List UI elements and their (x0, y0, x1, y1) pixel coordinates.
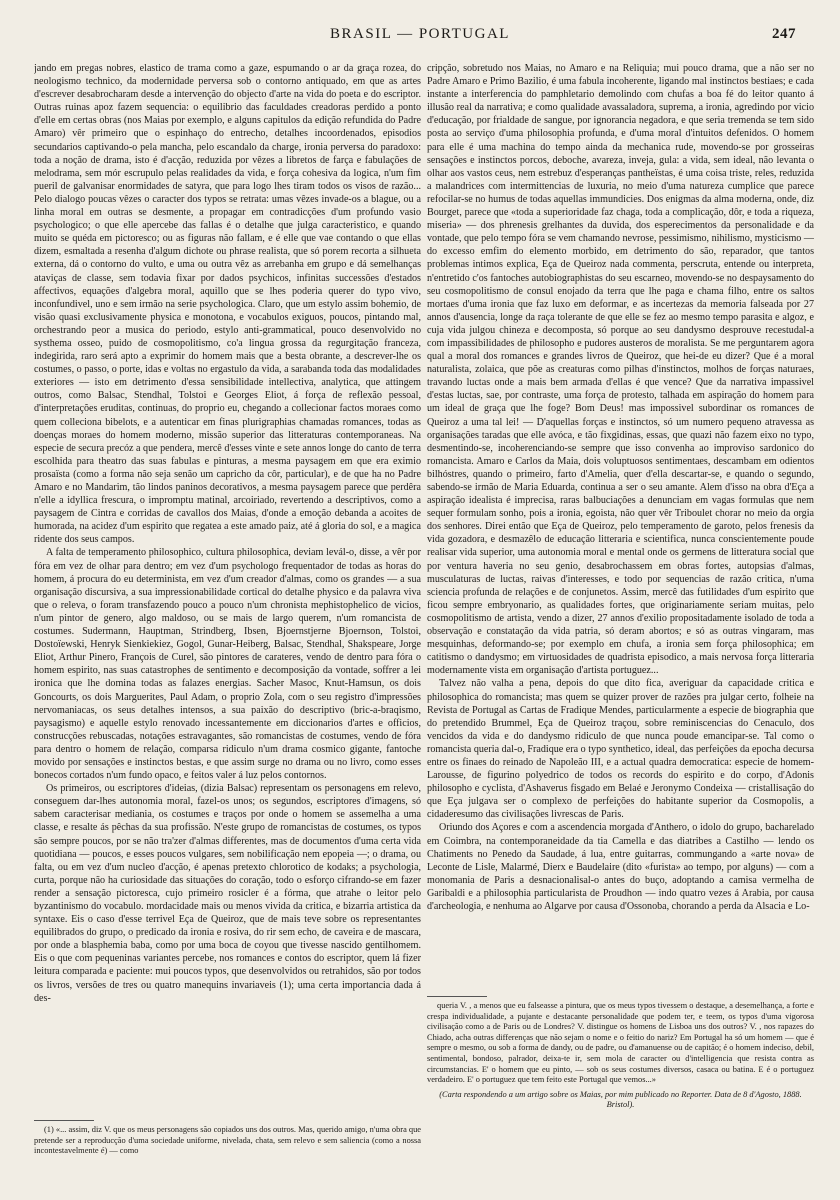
paragraph: cripção, sobretudo nos Maias, no Amaro e na Reliquia; mui pouco drama, que a não ser no Padre Amaro e Primo Bazilio, é uma fabula incoherente, ligando mal instinctos bestiaes; e cada instante a interferencia do pamphletario demolindo com chufas a boa fé do leitor quanto á illusão real da narrativa; e como qualidade avassaladora, suprema, a ironia, agredindo por vicio d'educação, por frialdade de sangue, por ignorancia negadora, e que seria tremenda se tem sido posta ao serviço d'uma philosophia profunda, e d'uma moral d'intuitos defenidos. O homem para elle é uma machina do tempo ainda da mechanica rude, movendo-se por grosseiras sensações e instinctos porcos, deboche, avareza, inveja, gula: a vida, sem ideal, não levanta o olhar aos vastos ceus, nem estrebuz d'esperanças pantheïstas, é uma coisa triste, reles, reduzida a malandrices com intermittencias de luxuria, no meio d'uma natureza cumplice que parece refocilar-se no humus de todas aquellas immundicies. Dos enigmas da alma moderna, onde, diz Bourget, parece que «toda a superioridade faz chaga, toda a complicação, dôr, e toda a riqueza, miseria» — dos phrenesis grelhantes da duvida, dos esperecimentos da personalidade e da vontade, que pelo tempo fóra se vem chamando nevrose, pessimismo, nihilismo, mysticismo — do excesso emfim do elemento morbido, em detrimento do são, reparador, que tantos problemas intimos explica, Eça de Queiroz nada commenta, perscruta, entende ou interpreta, n'entretido c'os fantoches autobiographistas do seu escarneo, movendo-se no despaysamento do seu cosmopolitismo de consul enojado da terra que lhe paga e chama filho, entre os saltos mortaes d'uma ironia que faz luxo em deformar, e as incertezas da memoria falseada por 27 annos d'ausencia, longe da raça tolerante de que elle se fez ao mesmo tempo parasita e algoz, e cuja vida julgou chineza e decomposta, só porque ao seu dandysmo desprouve recestudal-a com impassibilidades de philosopho e pudores austeros de moralista. Se me perguntarem agora qual a moral dos romances e grandes livros de Queiroz, que hei-de eu dizer? Que é a moral naturalista, zolaica, que põe as creaturas como pilhas d'instinctos, molhos de forças naturaes, travando luctas onde a mais bem armada d'ellas é que vence? Que da narrativa impassivel d'estas luctas, sae, por contraste, uma força de protesto, talhada em aspiração do homem para um ideal de graça que lhe foge? Bom Deus! mas impossivel subordinar os romances de Queiroz a uma tal lei! — D'aquellas forças e instinctos, só um numero pequeno atravessa as organisações taradas que elle avóca, e tão fixgidinas, essas, que quazi não fazem eixo no typo, desmentindo-se, incoherenciando-se sempre que isso convenha ao improviso sardonico do romancista. Amaro e Carlos da Maia, dois voluptuosos sentimentaes, descambam em odientos bilhóstres, quando o primeiro, farto d'Amelia, quer d'ella descartar-se, e quando o segundo, sabendo-se irmão de Maria Eduarda, continua a ser o seu amante. Alem d'isso na obra d'Eça a aspiração idealista é imprecisa, raras balbuciações a denunciam em vagas formulas que nem sequer formulam sonho, pois a ironia, egoista, não quer vêr Triboulet chorar no meio da orgia dos senhores. Direi então que Eça de Queiroz, pelo temperamento de garoto, pelos frenesis da vida gozadora, e desmazêlo de educação litteraria e scientifica, nunca conscientemente poude realisar vida superior, uma autonomia moral e mental onde os germens de litteratura social que por ventura haveria no seu genio, desabrochassem em obras fortes, autopsias d'almas, musculaturas de luctas, raivas d'interesses, e todo por sequencias de razão critica, n'uma sciencia profunda de relações e de conjunetos. Assim, mercê das futilidades d'um espirito que ficou sempre embryonario, as qualidades fortes, que originariamente seriam muitas, pelo cosmopolitismo de artista, vendo a dizer, 27 annos d'exilio propositadamente isolado de toda a observação e constatação da vida patria, só deram abortos; e só as outras vingaram, mas mesquinhas, deformando-se; por exemplo em chufa, a ironia sem força philosophica; em catitismo o dandysmo; em virtuosidades de quadrista episodico, a mais nervosa força litteraria modernamente vista em organisação d'artista portuguez... (427, 63, 814, 677)
footnote-continuation: queria V. , a menos que eu falseasse a pintura, que os meus typos tivessem o destaque, a desemelhança, a forte e crespa individualidade, a pujante e destacante personalidade que podem ter, e teem, os typos d'uma vigorosa civilisação como a de Paris ou de Londres? V. distingue os homens de Lisboa uns dos outros? V. , nos rapazes do Chiado, acha outras differenças que não sejam o nome e o feitio do nariz? Em Portugal ha só um homem — que é sempre o mesmo, ou sob a forma de dandy, ou de padre, ou d'amanuense ou de capitão; é o homem indeciso, debil, sentimental, bondoso, palrador, deixa-te ir, sem mola de caracter ou d'intelligencia que resista contra as circumstancias. E' o homem que eu pinto, — sob os seus costumes diversos, casaca ou batina. E é o portuguez verdadeiro. E' o portuguez que tem feito este Portugal que vemos...» (427, 1001, 814, 1085)
right-column-body (427, 62, 814, 990)
footnote-signature: (Carta respondendo a um artigo sobre os Maias, por mim publicado no Reporter. Data de 8 d'Agosto, 1888. Bristol). (439, 1089, 802, 1110)
page-number: 247 (772, 26, 796, 42)
paragraph: A falta de temperamento philosophico, cultura philosophica, deviam levál-o, disse, a vêr por fóra em vez de olhar para dentro; em vez d'um psychologo frequentador de todas as horas do homem, á procura do eu determinista, em vez d'um creador d'almas, como os grandes — a sua organisação discursiva, a sua impressionabilidade cortical do detalhe physico e da palavra viva que o releva, o foram transfazendo pouco a pouco n'um chronista mephistophelico de vicios, n'um pintor de genero, algo maldoso, ou se mais de largo querem, n'um romancista de costumes. Sudermann, Hauptman, Strindberg, Ibsen, Bjoernstjerne Bjoernson, Tolstoi, Dostoïewski, Henryk Sienkiekiez, Gogol, Gunar-Heiberg, Balsac, Stendhal, Shakspeare, Jorge Eliot, Arthur Pinero, François de Curel, são pintores de carateres, vendo de dentro para fóra o homem espirito, nas suas catastrophes de sentimento e decomposição da vontade, soffrer a lei ironica que lhe domina todas as falazes energias. Sacher Masoc, Knut-Hamsun, os dois Goncourts, os dois Marguerites, Paul Adam, o proprio Zola, com o seu registro d'impressões nervomaniacas, os seus detalhes intensos, a sua paixão do descriptivo (bric-a-braqismo, paysagismo) e aquelle estylo renovado incessantemente em diccionarios d'artes e officios, construcções rebuscadas, notações estravagantes, são romancistas de costumes, vendo de fóra para dentro o homem de relação, comparsa ridiculo n'um drama cosmico gigante, fantoche movido por sensações e instinctos bestas, e que assim surge no drama ou no livro, como esses bonecos cortados n'um fundo opaco, e feitos valer á luz pelos contornos. (34, 547, 421, 782)
left-column (34, 62, 421, 1168)
running-header: BRASIL — PORTUGAL (330, 26, 510, 42)
paragraph: Oriundo dos Açores e com a ascendencia morgada d'Anthero, o idolo do grupo, bacharelado em Coimbra, na contemporaneidade da tia Camella e das diatribes a Castilho — lendo os Chatiments no Penedo da Saudade, á lua, entre guitarras, commungando a «arte nova» de Leconte de Lisle, Malarmé, Dierx e Baudelaire (dito «furista» ao tempo, por alguns) — com a monomania de Paris a desnacionalisal-o antes do buço, adoptando a camisa vermelha de Garibaldi e a philosophia particularista de Proudhon — indo quatro vezes á Arabia, por causa d'archeologia, e nenhuma ao Algarve por causa d'Ossonoba, chorando a perda da Alsacia e Lo- (427, 822, 814, 912)
footnote-divider (427, 996, 487, 997)
paragraph: Os primeiros, ou escriptores d'ideias, (dizia Balsac) representam os personagens em relevo, conseguem dar-lhes autonomia moral, fazel-os unos; os segundos, escriptores d'imagens, só sabem caracterisar mediania, os costumes e traços por onde o homem se assemelha a uma classe, e resalte ás pêchas da sua profissão. N'este grupo de romancistas de costumes, os typos são sempre poucos, por se não tra'zer d'almas differentes, mas de documentos d'uma certa vida quotidiana — poucos, e esses poucos vulgares, sem nobilificação nem epopeia —; o drama, ou falta, ou em vez d'um nucleo d'acção, é apenas pretexto chlorotico de kodaks; a psychologia, curta, porque não ha curiosidade das situações do coração, todo o esforço cifrando-se em fazer render a sensação pictoresca, cujo primeiro rosicler é a fórma, que atrahe o leitor pelo byzantinismo do vocabulo. mordacidade mais ou menos vivida da critica, e bizarria artistica da syntaxe. Eis o caso d'esse terrivel Eça de Queiroz, que de mais teve sobre os representantes equilibrados do grupo, o predicado da ironia e rosiva, do rir sem echo, de caveira e de mascara, por onde a blasphemia baba, como por uma boca de coyou que tivesse nascido gentilhomem. Eis o que com pequeninas variantes percebe, nos romances e contos do escriptor, quem lá fizer leitura comparada e paciente: mui poucos typos, que desenvolvidos ou retrahidos, são por todos os livros, versões de tres ou quatro manequins invariaveis (1); uma certa importancia dada á des- (34, 783, 421, 1004)
paragraph: Talvez não valha a pena, depois do que dito fica, averiguar da capacidade critica e philosophica do romancista; mas quem se quizer prover de razões pra julgar certo, folheie na Revista de Portugal as Cartas de Fradique Mendes, particularmente a especie de biographia que do pretendido Brummel, Eça de Queiroz traçou, sobre reminiscencias do Cenaculo, dos vencidos da vida e do dandysmo ridiculo de que nunca poude emancipar-se. Tal como o romancista queria dal-o, Fradique era o typo synthetico, ideal, das perfeições da epocha decursa entre os finaes do reinado de Napoleão III, e a actual quadra democratica: especie de homem-Larousse, de figurino polyedrico de todos os records do espirito e do corpo, d'Adonis philosopho e cyclista, d'Ashaverus fisgado em Belaé e Jeronymo Condeixa — cristallisação do que Eça julgava ser o complexo de perfeições do habitante superior da Cosmopolis, a cidaderesumo das civilisações livrescas de Paris. (427, 678, 814, 821)
right-column (427, 62, 814, 1168)
left-column-body (34, 62, 421, 1114)
footnote: (1) «... assim, diz V. que os meus personagens são copiados uns dos outros. Mas, querido amigo, n'uma obra que pretende ser a reproducção d'uma sociedade uniforme, nivelada, chata, sem relevo e sem saliencia (como a nossa incontestavelmente é) — como (34, 1125, 421, 1156)
footnote-divider (34, 1120, 94, 1121)
paragraph: jando em pregas nobres, elastico de trama como a gaze, espumando o ar da graça rozea, do neologismo technico, da modernidade perversa sob o contorno antiquado, em que as artes d'escrever desabrocharam desde a intervenção do objecto d'arte na vida do poeta e do escriptor. Outras ruinas apoz fazem sequencia: o equilibrio das faculdades creadoras perdido a ponto d'elle em certas obras (nos Maias por exemplo, e alguns capitulos da edição refundida do Padre Amaro) vêr primeiro que o espinhaço do entrecho, detalhes incoordenados, episodios secundarios captivando-o pela mancha, pelo escandalo da charge, ironia perversa do paradoxo: toda a noção de drama, isto é d'acção, reduzida por vêzes a libretos de farça e fabulações de melodrama, sem mór escrupulo pelas realidades da vida, e força cohesiva da logica, n'um fim pueril de galvanisar enormidades de satyra, que para logo lhes tiram todos os visos de razão... Pelo dialogo poucas vêzes o caracter dos typos se retrata: umas vêzes invade-os a blague, ou a linha moral em outras se desmente, a propagar em contradicções d'um profundo vasio psychologico; o que elle apercebe das fallas é o detalhe que julga caracteristico, e quando muito se quéda em pictoresco; ou as figuras não fallam, e é elle que vae contando o que ellas dizem, esmaltada a resenha d'algum dichote ou phrase realista, que só porem recorta a silhueta externa, dá o contorno do vulto, e uma ou outra vêz as arrebanha em grupo e dá semelhanças ataviças de classe, sem todavia fixar por dados psychicos, infinitas successões d'estados affectivos, equações d'algebra moral, aquillo que se lhes poderia querer do typo vivo, inconfundivel, uno e sem irmão na serie psychologica. Claro, que um estylo assim bohemio, de visão quasi exclusivamente physica e monotona, e vocabulos exiguos, poucos, pintando mal, orchestrando peor a musica do periodo, estylo anti-grammatical, pouco desenvolvido no systhema osseo, puido de cosmopolitismo, co'a lingua grossa da regurgitação franceza, indegirida, raro será apto a exprimir do homem mais que a besta obrante, a descrever-lhe os costumes, o passo, o porte, idas e voltas no ergastulo da vida, a sarabanda toda das modalidades exteriores — isto em detrimento d'essa sensibilidade intellectiva, analytica, que attingem outros, como Balsac, Stendhal, Tolstoi e Georges Eliot, á força de reflexão pessoal, d'interpretações eruditas, continuas, do proprio eu, chegando a collecionar factos moraes como quem colleciona bibelots, e a autenticar em finas plurigraphias chamadas romances, todas as doenças moraes do homem moderno, missão superior das litteraturas contemporaneas. Na especie de secura precóz a que pendera, mercê d'esses vinte e sete annos longe do canto de terra escolhida para theatro das suas fabulas e pinturas, a mesma paysagem em que era eximio prosaïsta (como a forma não seja senão um capricho da côr, particular), e de que ha no Padre Amaro e no Mandarim, tão lindos paninos decorativos, a mesma paysagem parece que perdêra n'elle a idyllica frescura, o impromptu matinal, arcoiriado, revertendo a descriptivos, como a paysagem de Cintra e corridas de cavallos dos Maias, d'onde a emoção debanda a acoites de humorada, na acidez d'um espirito que regatea a este amado paiz, até á gloria do sol, e a magica ridente dos seus campos. (34, 63, 421, 546)
